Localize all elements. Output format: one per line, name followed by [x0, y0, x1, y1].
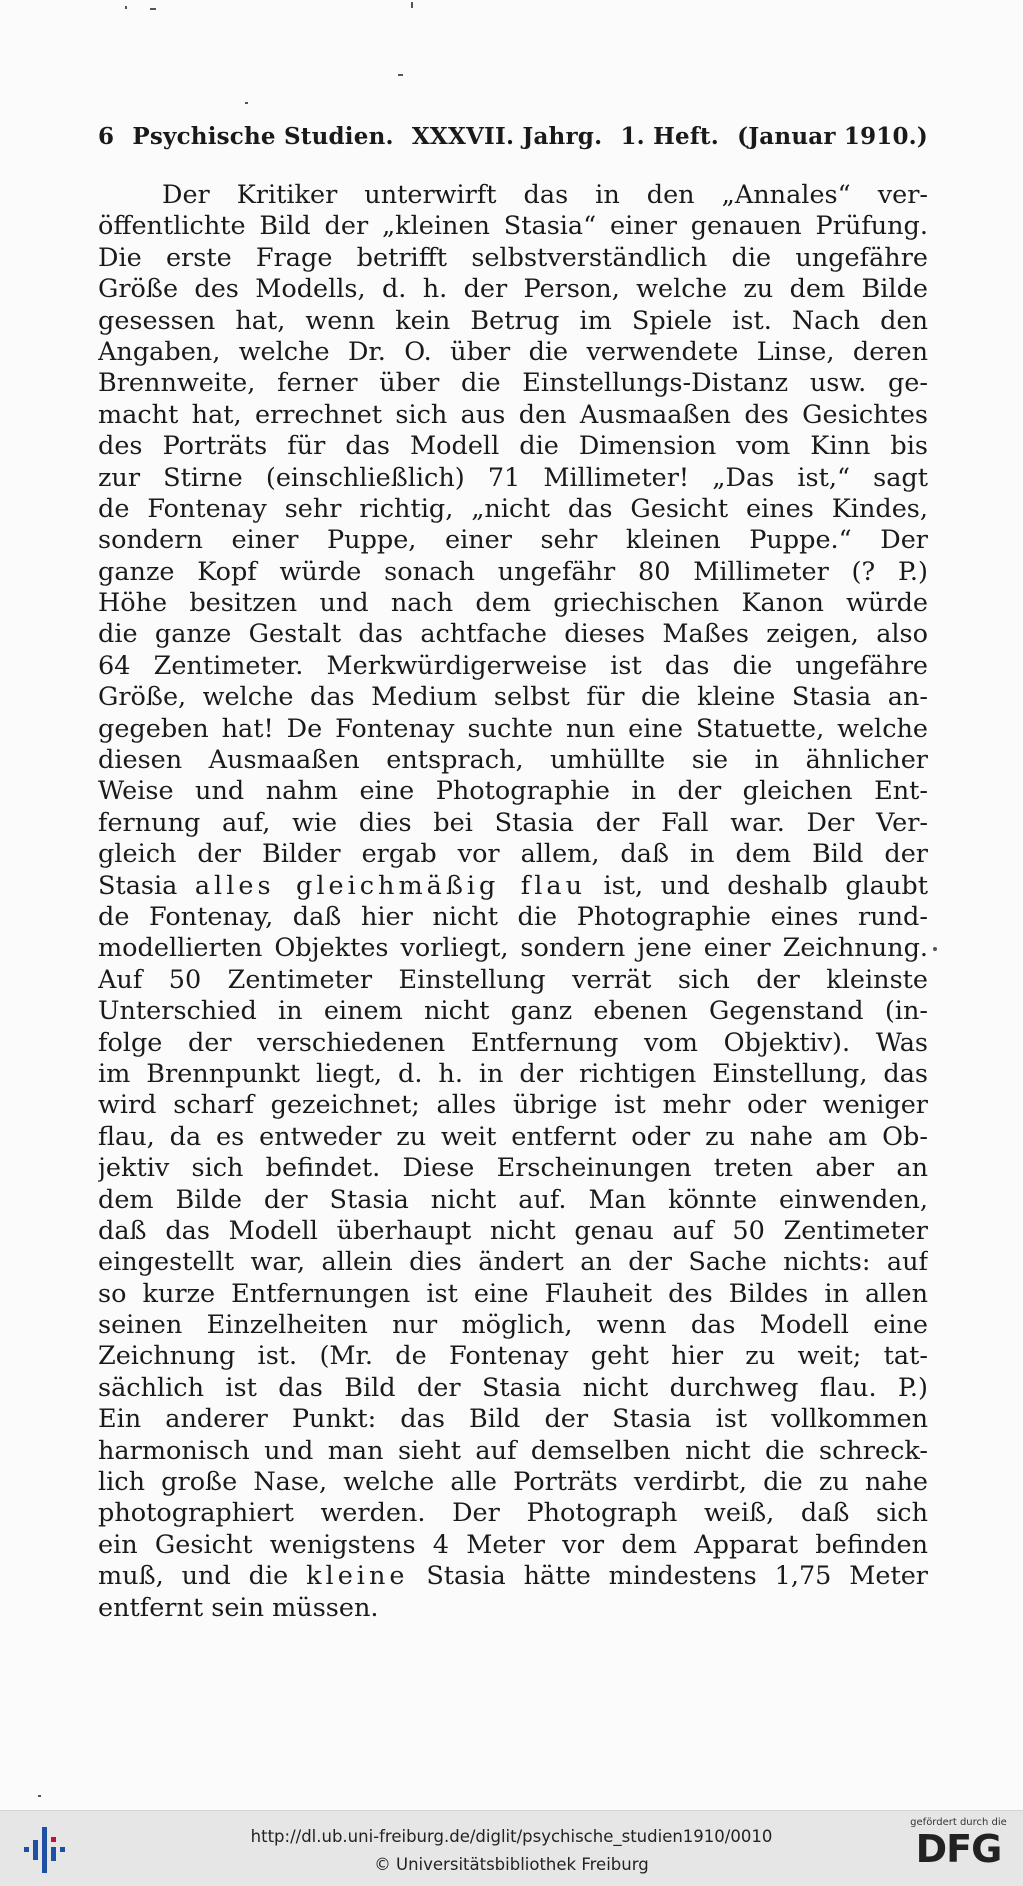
text-line: Brennweite, ferner über die Einstellungs-Distanz usw. ge- [98, 368, 928, 399]
text-line: daß das Modell überhaupt nicht genau auf 50 Zentimeter [98, 1215, 928, 1246]
text-line: Die erste Frage betrifft selbstverständlich die ungefähre [98, 242, 928, 273]
text-line: lich große Nase, welche alle Porträts verdirbt, die zu nahe [98, 1467, 928, 1498]
emphasized-words: alles gleichmäßig flau [194, 870, 587, 901]
text-line: gesessen hat, wenn kein Betrug im Spiele ist. Nach den [98, 305, 928, 336]
text-line: sondern einer Puppe, einer sehr kleinen Puppe.“ Der [98, 525, 928, 556]
text-line: Der Kritiker unterwirft das in den „Annales“ ver- [162, 180, 928, 210]
text-line: sächlich ist das Bild der Stasia nicht durchweg flau. P.) [98, 1372, 928, 1403]
text-line: Weise und nahm eine Photographie in der gleichen Ent- [98, 776, 928, 807]
line-suffix: Stasia hätte mindestens 1,75 Meter [408, 1561, 928, 1592]
text-line: de Fontenay sehr richtig, „nicht das Gesicht eines Kindes, [98, 493, 928, 524]
copyright-notice: © Universitätsbibliothek Freiburg [374, 1855, 649, 1874]
volume-label: XXXVII. Jahrg. [411, 123, 603, 150]
text-line: 64 Zentimeter. Merkwürdigerweise ist das die ungefähre [98, 650, 928, 681]
text-line: zur Stirne (einschließlich) 71 Millimeter! „Das ist,“ sagt [98, 462, 928, 493]
dfg-wordmark: DFG [915, 1827, 1002, 1871]
text-line: Zeichnung ist. (Mr. de Fontenay geht hier zu weit; tat- [98, 1341, 928, 1372]
text-line: dem Bilde der Stasia nicht auf. Man könnte einwenden, [98, 1184, 928, 1215]
text-line: eingestellt war, allein dies ändert an der Sache nichts: auf [98, 1247, 928, 1278]
text-line: ganze Kopf würde sonach ungefähr 80 Millimeter (? P.) [98, 556, 928, 587]
text-line-spaced [98, 1561, 928, 1592]
text-line: öffentlichte Bild der „kleinen Stasia“ einer genauen Prüfung. [98, 211, 928, 242]
text-line: im Brennpunkt liegt, d. h. in der richtigen Einstellung, das [98, 1058, 928, 1089]
text-line: folge der verschiedenen Entfernung vom Objektiv). Was [98, 1027, 928, 1058]
text-line: entfernt sein müssen. [98, 1592, 379, 1623]
issue-label: 1. Heft. [620, 123, 719, 150]
running-header [98, 123, 928, 150]
text-line-spaced [98, 871, 928, 902]
text-line: ein Gesicht wenigstens 4 Meter vor dem Apparat befinden [98, 1529, 928, 1560]
text-line: wird scharf gezeichnet; alles übrige ist mehr oder weniger [98, 1090, 928, 1121]
issue-date: (Januar 1910.) [737, 123, 928, 150]
text-line: Angaben, welche Dr. O. über die verwendete Linse, deren [98, 336, 928, 367]
journal-title: Psychische Studien. [132, 123, 394, 150]
text-line: Größe des Modells, d. h. der Person, welche zu dem Bilde [98, 274, 928, 305]
text-line: Auf 50 Zentimeter Einstellung verrät sich der kleinste [98, 964, 928, 995]
text-line: fernung auf, wie dies bei Stasia der Fall war. Der Ver- [98, 807, 928, 838]
text-line: Höhe besitzen und nach dem griechischen Kanon würde [98, 588, 928, 619]
text-line: diesen Ausmaaßen entsprach, umhüllte sie in ähnlicher [98, 745, 928, 776]
text-line: des Porträts für das Modell die Dimension vom Kinn bis [98, 431, 928, 462]
text-line: macht hat, errechnet sich aus den Ausmaaßen des Gesichtes [98, 399, 928, 430]
text-line: jektiv sich befindet. Diese Erscheinungen treten aber an [98, 1153, 928, 1184]
dfg-tagline: gefördert durch die [910, 1817, 1007, 1828]
viewer-footer [0, 1810, 1023, 1886]
text-line: de Fontenay, daß hier nicht die Photographie eines rund- [98, 901, 928, 932]
text-line: so kurze Entfernungen ist eine Flauheit des Bildes in allen [98, 1278, 928, 1309]
text-line: Ein anderer Punkt: das Bild der Stasia ist vollkommen [98, 1404, 928, 1435]
text-line: gleich der Bilder ergab vor allem, daß in dem Bild der [98, 839, 928, 870]
line-prefix: Stasia [98, 870, 195, 901]
article-body [98, 180, 928, 1624]
text-line: die ganze Gestalt das achtfache dieses Maßes zeigen, also [98, 619, 928, 650]
permalink-url[interactable]: http://dl.ub.uni-freiburg.de/diglit/psychische_studien1910/0010 [250, 1827, 773, 1846]
text-line: photographiert werden. Der Photograph weiß, daß sich [98, 1498, 928, 1529]
text-line: harmonisch und man sieht auf demselben nicht die schreck- [98, 1435, 928, 1466]
text-line: seinen Einzelheiten nur möglich, wenn das Modell eine [98, 1310, 928, 1341]
text-line: flau, da es entweder zu weit entfernt oder zu nahe am Ob- [98, 1121, 928, 1152]
text-line: modellierten Objektes vorliegt, sondern jene einer Zeichnung. [98, 933, 928, 964]
page-number: 6 [98, 123, 115, 150]
emphasized-word: kleine [306, 1561, 409, 1592]
line-suffix: ist, und deshalb glaubt [586, 870, 928, 901]
dfg-logo [906, 1817, 1011, 1870]
text-line: gegeben hat! De Fontenay suchte nun eine Statuette, welche [98, 713, 928, 744]
line-prefix: muß, und die [98, 1561, 307, 1592]
text-line: Unterschied in einem nicht ganz ebenen Gegenstand (in- [98, 996, 928, 1027]
text-line: Größe, welche das Medium selbst für die kleine Stasia an- [98, 682, 928, 713]
